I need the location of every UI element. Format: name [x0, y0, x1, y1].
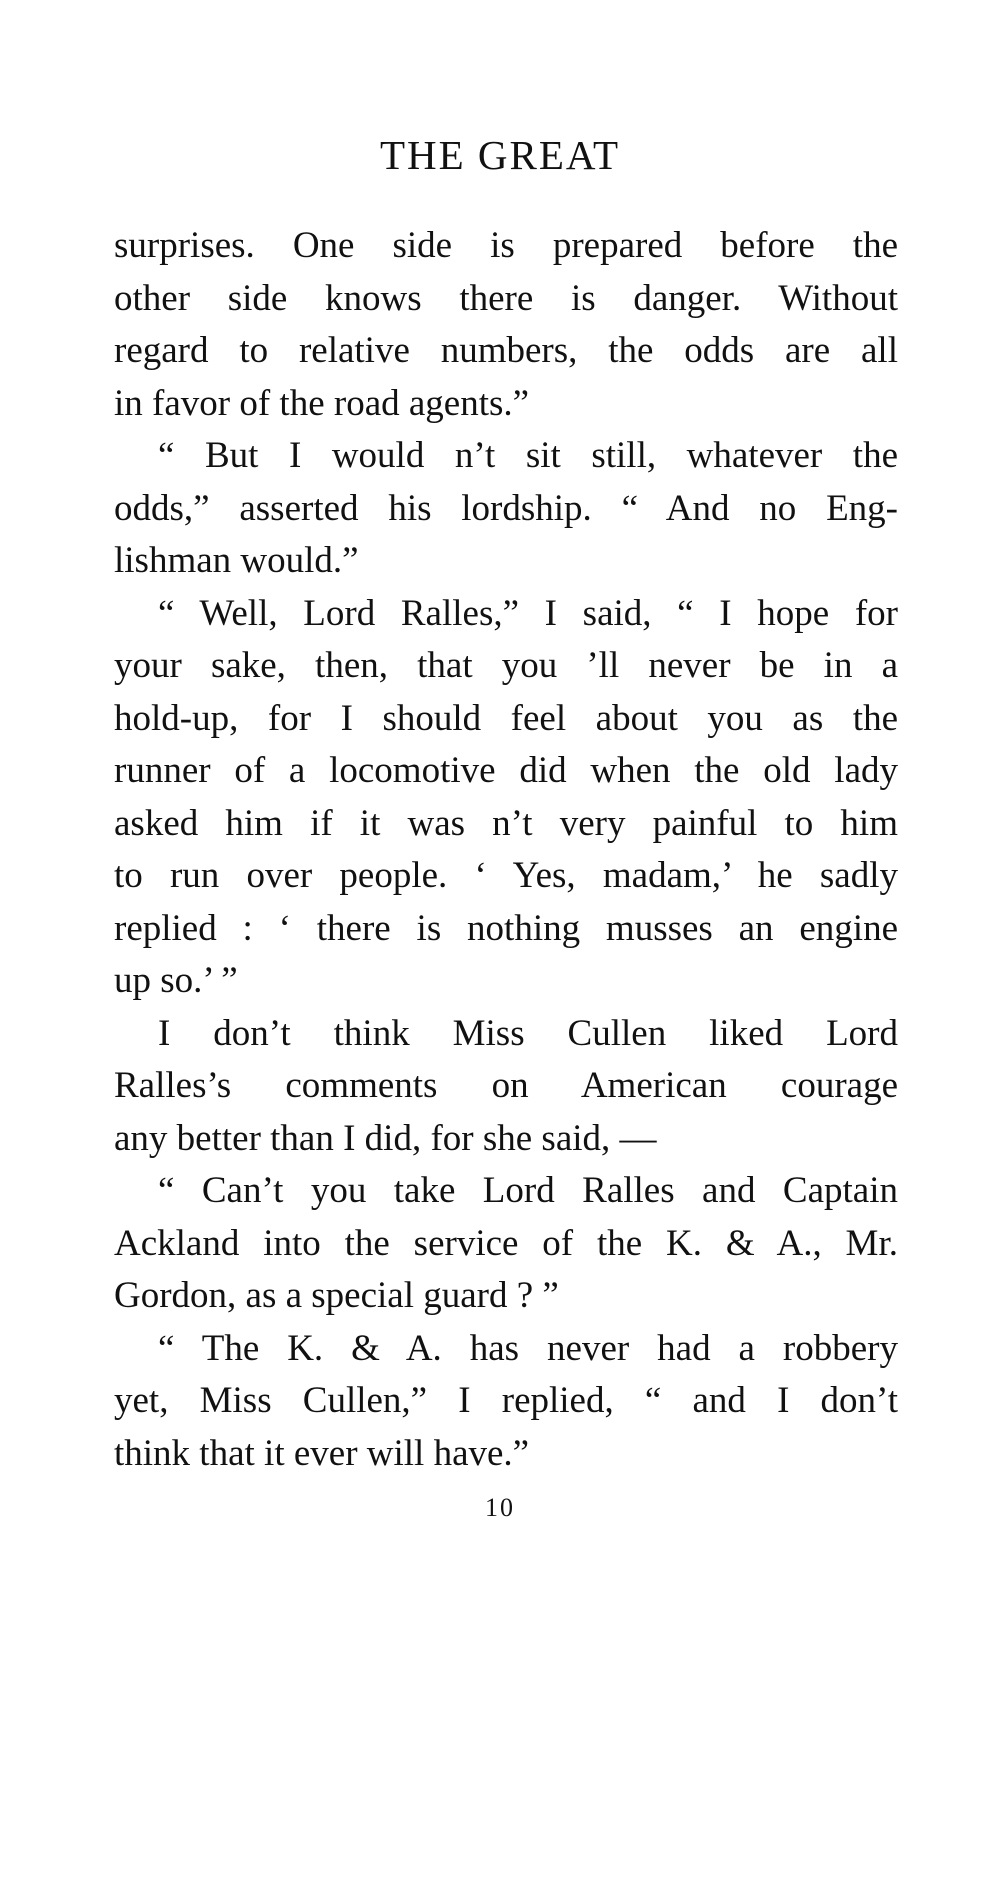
text-line: odds,” asserted his lordship. “ And no Eng- — [114, 487, 898, 529]
page-number: 10 — [485, 1493, 515, 1522]
text-line: I don’t think Miss Cullen liked Lord — [158, 1012, 898, 1054]
text-line: Ralles’s comments on American courage — [114, 1065, 898, 1106]
running-head: THE GREAT — [379, 132, 621, 178]
body-text — [114, 220, 898, 1480]
text-line: any better than I did, for she said, — — [114, 1117, 657, 1159]
text-line: think that it ever will have.” — [114, 1432, 530, 1474]
text-line: “ But I would n’t sit still, whatever the — [158, 435, 898, 476]
text-line: surprises. One side is prepared before the — [114, 225, 898, 266]
text-line: Gordon, as a special guard ? ” — [114, 1275, 559, 1316]
text-line: asked him if it was n’t very painful to him — [114, 802, 898, 844]
text-line: in favor of the road agents.” — [114, 382, 530, 424]
text-line: regard to relative numbers, the odds are all — [114, 330, 898, 371]
text-line: Ackland into the service of the K. & A., Mr. — [114, 1222, 898, 1264]
text-line: “ Well, Lord Ralles,” I said, “ I hope for — [158, 592, 898, 634]
text-line: lishman would.” — [114, 540, 359, 581]
text-line: “ The K. & A. has never had a robbery — [158, 1327, 898, 1369]
text-line: other side knows there is danger. Without — [114, 277, 898, 319]
text-line: replied : ‘ there is nothing musses an engine — [114, 907, 898, 949]
text-line: “ Can’t you take Lord Ralles and Captain — [158, 1170, 898, 1211]
text-line: yet, Miss Cullen,” I replied, “ and I don’t — [114, 1380, 898, 1421]
text-line: runner of a locomotive did when the old lady — [114, 750, 898, 791]
text-line: up so.’ ” — [114, 960, 238, 1001]
text-line: hold-up, for I should feel about you as the — [114, 697, 898, 739]
text-line: to run over people. ‘ Yes, madam,’ he sadly — [114, 855, 898, 896]
text-line: your sake, then, that you ’ll never be in a — [114, 645, 898, 686]
